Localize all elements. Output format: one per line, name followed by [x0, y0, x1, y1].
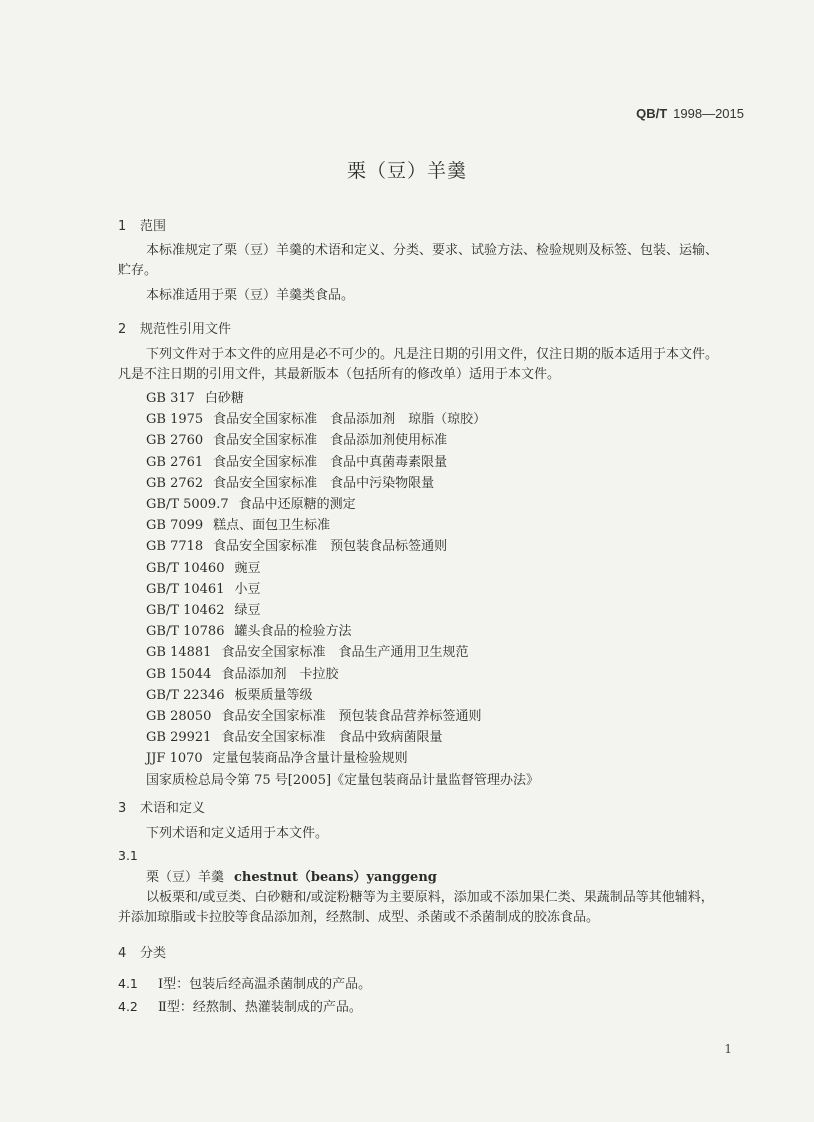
standard-code	[636, 106, 744, 121]
reference-item: GB 1975 食品安全国家标准 食品添加剂 琼脂（琼胶）	[146, 412, 487, 428]
reference-item: GB 2761 食品安全国家标准 食品中真菌毒素限量	[146, 454, 448, 470]
reference-item: GB/T 10462 绿豆	[146, 603, 261, 619]
section-number: 2	[118, 322, 127, 337]
reference-item: GB/T 5009.7 食品中还原糖的测定	[146, 497, 356, 513]
scope-paragraph-1: 本标准规定了栗（豆）羊羹的术语和定义、分类、要求、试验方法、检验规则及标签、包装、运输、 贮存。	[118, 243, 719, 278]
reference-item: JJF 1070 定量包装商品净含量计量检验规则	[146, 751, 408, 767]
term-english: chestnut（beans）yanggeng	[234, 870, 437, 885]
standard-code-number: 1998—2015	[673, 106, 744, 121]
section-4-heading	[118, 942, 166, 961]
reference-list	[146, 388, 539, 791]
reference-item: GB/T 22346 板栗质量等级	[146, 687, 313, 703]
references-intro: 下列文件对于本文件的应用是必不可少的。凡是注日期的引用文件，仅注日期的版本适用于本文件。 凡是不注日期的引用文件，其最新版本（包括所有的修改单）适用于本文件。	[118, 347, 719, 382]
clause-4-1: 4.1 Ⅰ型：包装后经高温杀菌制成的产品。	[118, 976, 372, 992]
section-1-heading	[118, 215, 166, 234]
terms-intro: 下列术语和定义适用于本文件。	[146, 826, 329, 841]
reference-item: GB 14881 食品安全国家标准 食品生产通用卫生规范	[146, 645, 469, 661]
reference-item: 国家质检总局令第 75 号[2005]《定量包装商品计量监督管理办法》	[146, 772, 540, 788]
standard-code-prefix: QB/T	[636, 106, 668, 121]
section-number: 1	[118, 219, 127, 234]
clause-4-2: 4.2 Ⅱ型：经熬制、热灌装制成的产品。	[118, 999, 362, 1015]
term-entry	[146, 866, 437, 885]
document-title: 栗（豆）羊羹	[346, 160, 467, 182]
term-chinese: 栗（豆）羊羹	[146, 870, 225, 885]
section-title: 规范性引用文件	[140, 322, 232, 337]
section-2-heading	[118, 318, 231, 337]
clause-3-1-number: 3.1	[118, 848, 138, 863]
reference-item: GB 28050 食品安全国家标准 预包装食品营养标签通则	[146, 709, 482, 725]
section-title: 术语和定义	[140, 801, 206, 816]
reference-item: GB/T 10786 罐头食品的检验方法	[146, 624, 352, 640]
reference-item: GB 7099 糕点、面包卫生标准	[146, 518, 331, 534]
reference-item: GB 2762 食品安全国家标准 食品中污染物限量	[146, 475, 435, 491]
term-definition: 以板栗和/或豆类、白砂糖和/或淀粉糖等为主要原料，添加或不添加果仁类、果蔬制品等其他辅料， 并添加琼脂或卡拉胶等食品添加剂，经熬制、成型、杀菌或不杀菌制成的胶冻食品。	[118, 890, 714, 925]
reference-item: GB 7718 食品安全国家标准 预包装食品标签通则	[146, 539, 448, 555]
reference-item: GB 29921 食品安全国家标准 食品中致病菌限量	[146, 730, 443, 746]
page-number: 1	[724, 1042, 732, 1056]
section-3-heading	[118, 797, 205, 816]
reference-item: GB 2760 食品安全国家标准 食品添加剂使用标准	[146, 433, 448, 449]
reference-item: GB/T 10460 豌豆	[146, 560, 261, 576]
section-title: 范围	[140, 219, 167, 234]
section-number: 4	[118, 946, 127, 961]
section-number: 3	[118, 801, 127, 816]
reference-item: GB 15044 食品添加剂 卡拉胶	[146, 666, 339, 682]
reference-item: GB/T 10461 小豆	[146, 581, 261, 597]
scope-paragraph-2: 本标准适用于栗（豆）羊羹类食品。	[146, 288, 355, 303]
reference-item: GB 317 白砂糖	[146, 391, 244, 406]
section-title: 分类	[140, 946, 167, 961]
